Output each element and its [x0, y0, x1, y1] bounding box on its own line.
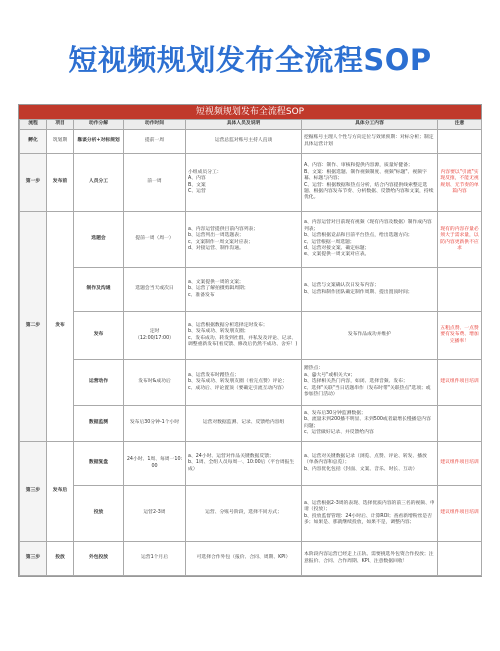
people-cell: a、24小时、运营对作品关键数据反馈； b、1周、全组人员每周一、10:00后（平台周报生成） [186, 442, 302, 486]
people-cell: 可选择合作外包（报价、合同、周期、KPI） [186, 542, 302, 576]
note-cell: 建议组件项目培训 [438, 442, 482, 486]
stage-cell: 第一步 [20, 154, 47, 212]
note-cell [438, 406, 482, 442]
project-cell: 投放 [47, 542, 74, 576]
people-cell: a、运营根据数据分析选择定时发布； b、发布成功、转发朋友圈； c、发布成功、转发到社群，并私发及评论、记录、调整重新发布(看反馈、修改后仍然不成功、舍弃！) [186, 312, 302, 360]
content-cell: 发布作品成功并维护 [302, 312, 438, 360]
table-row [20, 406, 482, 442]
time-cell: 选题会当天或次日 [124, 268, 186, 312]
stage-cell: 第三步 [20, 442, 47, 542]
action-cell: 人员分工 [74, 154, 124, 212]
table-row [20, 212, 482, 268]
header-row [20, 120, 482, 130]
time-cell: 定时 （12:00/17:00） [124, 312, 186, 360]
project-cell: 筑划期 [47, 130, 74, 154]
header-cell: 注意 [438, 120, 482, 130]
table-row [20, 312, 482, 360]
content-cell: 蹭热点： a、@大号"或相关大v； b、选择相关热门内容，如闭、选择音频、发布； c、选择"关联"当日话题串作（发布时带"关联热点"选项；或参加热门活动） [302, 360, 438, 406]
page-title: 短视频规划发布全流程SOP [68, 43, 432, 77]
stage-cell: 第三步 [20, 542, 47, 576]
table-row [20, 542, 482, 576]
note-cell: 现有的内容存量必须大于需求量，以防内容更新供不应求 [438, 212, 482, 268]
note-cell: 建议组件项目培训 [438, 486, 482, 542]
table-row [20, 442, 482, 486]
project-cell: 发布后 [47, 442, 74, 542]
time-cell: 发布时&成功后 [124, 360, 186, 406]
sop-table [19, 119, 482, 576]
action-cell: 靠谈分析+对标规划 [74, 130, 124, 154]
action-cell: 制作及沟通 [74, 268, 124, 312]
content-cell: a、运营与文案确认次日发布内容； b、运营和制作团队确定制作周期、提出置顶时间； [302, 268, 438, 312]
people-cell: a、内容运营提供目前内容列表； b、运营列出一周选题表； c、文案制作一周文案对应表； d、对接运营、制作沟通。 [186, 212, 302, 268]
header-cell: 具体人员及说明 [186, 120, 302, 130]
action-cell: 选题会 [74, 212, 124, 268]
table-row [20, 130, 482, 154]
note-cell [438, 268, 482, 312]
header-cell: 项目 [47, 120, 74, 130]
time-cell: 运营2-3周 [124, 486, 186, 542]
people-cell: a、运营发布时蹭热点； b、发布成功、转发朋友圈（看完点赞）评论； c、成功后、评论置顶（要确定引流互动内容） [186, 360, 302, 406]
action-cell: 数据监测 [74, 406, 124, 442]
note-cell [438, 130, 482, 154]
people-cell: 运营、分账号阶段，选择不同方式； [186, 486, 302, 542]
time-cell: 发布后30分钟-1个小时 [124, 406, 186, 442]
header-cell: 动作分解 [74, 120, 124, 130]
table-row [20, 154, 482, 212]
header-cell: 流程 [20, 120, 47, 130]
table-row [20, 486, 482, 542]
action-cell: 投放 [74, 486, 124, 542]
sop-table-sheet [18, 104, 482, 577]
time-cell: 提前一周（周一） [124, 212, 186, 268]
stage-cell: 孵化 [20, 130, 47, 154]
project-cell: 发布前 [47, 154, 74, 212]
people-cell: a、文案提供一周的文案； b、运营了解拍摄剪辑周期； c、准备发布 [186, 268, 302, 312]
note-cell: 五粗点赞、一点赞要有发布费、增加完播率！ [438, 312, 482, 360]
action-cell: 外包投放 [74, 542, 124, 576]
content-cell: a、运营根据2-3周的表现、选择优质内容的前三名的视频、申请（投放）； b、投放监督管理：24小时后、计算ROI；查看新增粉丝是否多；如果是、那就继续投放，如果不是，调整内容； [302, 486, 438, 542]
table-banner: 短视频规划发布全流程SOP [19, 105, 481, 119]
content-cell: a、发布后30分钟监测数据； b、流量未到200播不明显、未到500或者最增长慢播是内容问题； c、运营做好记录、并反馈给内容 [302, 406, 438, 442]
note-cell: 建议组件项目培训 [438, 360, 482, 406]
content-cell: a、内容运营对目前现有视频（现有内容及数据）制作成内容列表； b、运营根据竞品和目前平台热点，给出选题方向； c、运营根据一周选题； d、运营对接文案、确定标题； e、文案提供一周文案对应表。 [302, 212, 438, 268]
time-cell: 提前一周 [124, 130, 186, 154]
project-cell: 发布 [47, 212, 74, 442]
people-cell: 小组成员分工： A、内容 B、文案 C、运营 [186, 154, 302, 212]
people-cell: 运营对数据监测、记录、反馈给内容组 [186, 406, 302, 442]
note-cell: 内容要以"引流"实现反推，不能无视规划、无节奏的单篇内容 [438, 154, 482, 212]
action-cell: 发布 [74, 312, 124, 360]
people-cell: 运营总监对账号主持人直谈 [186, 130, 302, 154]
table-row [20, 360, 482, 406]
action-cell: 运营动作 [74, 360, 124, 406]
time-cell: 前一周 [124, 154, 186, 212]
content-cell: a、运营对关键数据记录（浏览、点赞、评论、转发、播放（单条内容和总览）； b、内容优化包括（封面、文案、音乐、时长、互动） [302, 442, 438, 486]
content-cell: 本阶段内容运营已经走上正轨、需要挑选外包资合作投放；注意报价、合同、合作周期、KPI、注意数据回收！ [302, 542, 438, 576]
header-cell: 具体分工内容 [302, 120, 438, 130]
time-cell: 24小时、1周、每周一10:00 [124, 442, 186, 486]
header-cell: 动作时间 [124, 120, 186, 130]
content-cell: A、内容：制作、审核和提供内容源，质量好健备； B、文案：根据选题、制作视频制度、视频"标题"、视频字幕、标题与内容； C、运营：根据数据和热点分析，结合内容提供线索整定选题、根据内容发布节奏、分析数据、反馈给内容和文案，持续优化。 [302, 154, 438, 212]
note-cell [438, 542, 482, 576]
table-row [20, 268, 482, 312]
time-cell: 运营1个月后 [124, 542, 186, 576]
stage-cell: 第二步 [20, 212, 47, 442]
action-cell: 数据复盘 [74, 442, 124, 486]
content-cell: 挖掘账号主理人个性与方向定位与效果预期：对标分析；制定具体运营计划 [302, 130, 438, 154]
